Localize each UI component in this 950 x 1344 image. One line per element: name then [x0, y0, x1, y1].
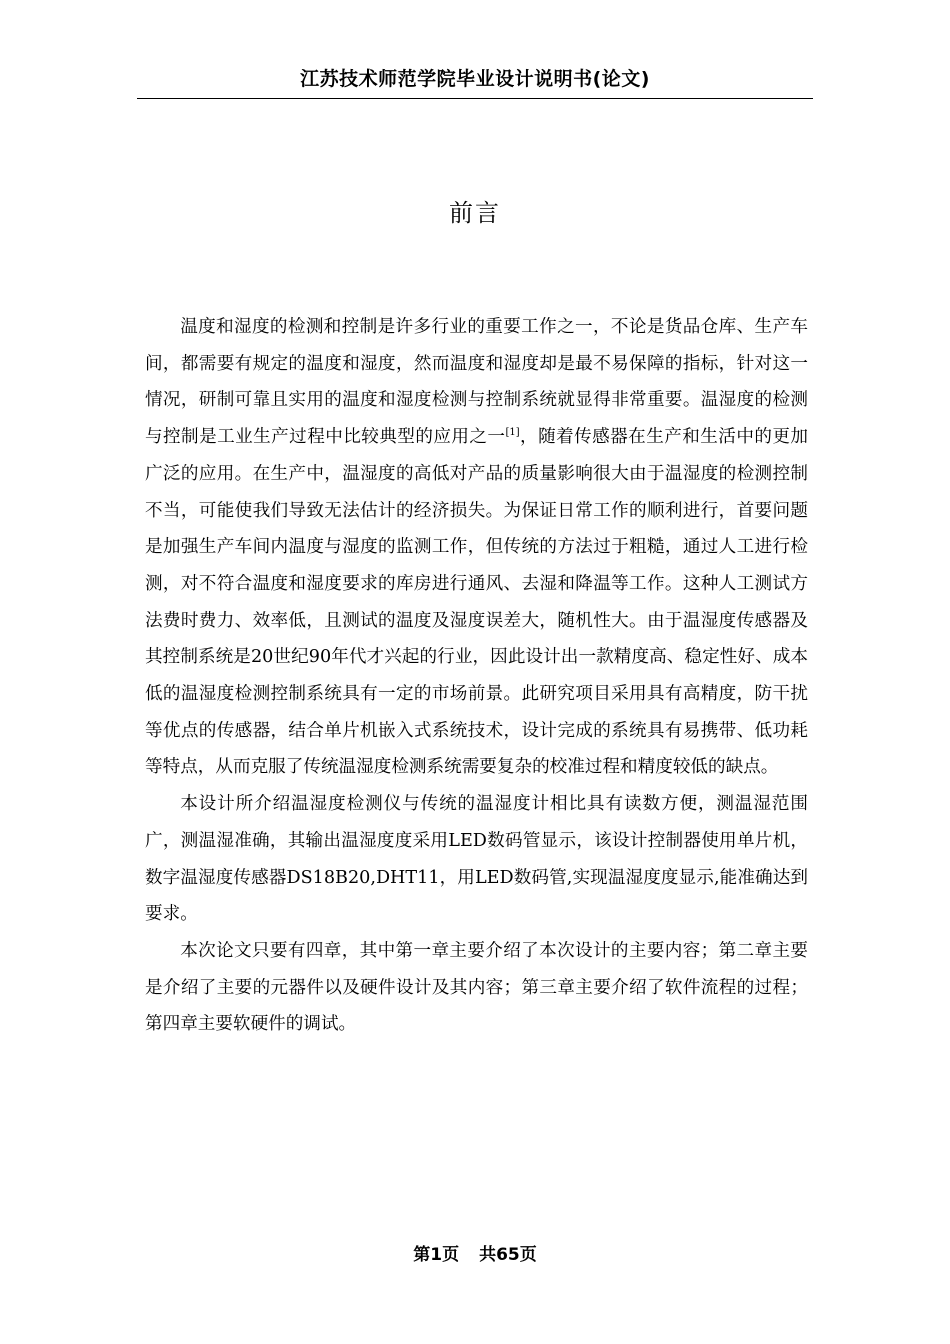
citation-reference: [1] [505, 427, 520, 439]
document-body [145, 309, 808, 1043]
paragraph-1-text-a: 温度和湿度的检测和控制是许多行业的重要工作之一，不论是货品仓库、生产车间，都需要有规定的温度和湿度，然而温度和湿度却是最不易保障的指标，针对这一情况，研制可靠且实用的温度和湿度检测与控制系统就显得非常重要。温湿度的检测与控制是工业生产过程中比较典型的应用之一 [145, 317, 808, 448]
paragraph-1 [145, 309, 808, 786]
page-number: 第1页 [413, 1245, 460, 1265]
document-header: 江苏技术师范学院毕业设计说明书(论文) [300, 68, 650, 90]
paragraph-3: 本次论文只要有四章，其中第一章主要介绍了本次设计的主要内容；第二章主要是介绍了主要的元器件以及硬件设计及其内容；第三章主要介绍了软件流程的过程；第四章主要软硬件的调试。 [145, 940, 808, 1035]
paragraph-2: 本设计所介绍温湿度检测仪与传统的温湿度计相比具有读数方便，测温湿范围广，测温湿准确，其输出温湿度度采用LED数码管显示，该设计控制器使用单片机，数字温湿度传感器DS18B20,DHT11，用LED数码管,实现温湿度度显示,能准确达到要求。 [145, 794, 808, 925]
paragraph-1-text-b: ，随着传感器在生产和生活中的更加广泛的应用。在生产中，温湿度的高低对产品的质量影响很大由于温湿度的检测控制不当，可能使我们导致无法估计的经济损失。为保证日常工作的顺利进行，首要问题是加强生产车间内温度与湿度的监测工作，但传统的方法过于粗糙，通过人工进行检测，对不符合温度和湿度要求的库房进行通风、去湿和降温等工作。这种人工测试方法费时费力、效率低，且测试的温度及湿度误差大，随机性大。由于温湿度传感器及其控制系统是20世纪90年代才兴起的行业，因此设计出一款精度高、稳定性好、成本低的温湿度检测控制系统具有一定的市场前景。此研究项目采用具有高精度，防干扰等优点的传感器，结合单片机嵌入式系统技术，设计完成的系统具有易携带、低功耗等特点，从而克服了传统温湿度检测系统需要复杂的校准过程和精度较低的缺点。 [145, 427, 808, 778]
page-title: 前言 [449, 199, 501, 227]
header-divider [137, 98, 813, 99]
page-total: 共65页 [479, 1245, 537, 1265]
page-footer [0, 1241, 950, 1269]
